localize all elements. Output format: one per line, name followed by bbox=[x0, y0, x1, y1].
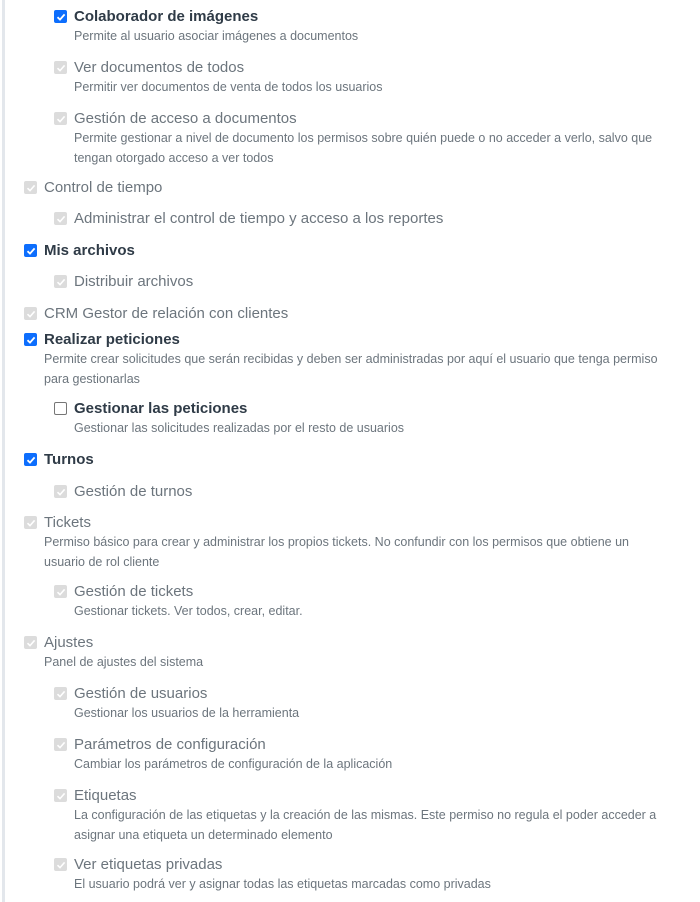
permission-label: Gestión de turnos bbox=[74, 483, 193, 500]
left-border-rule bbox=[2, 0, 5, 902]
permission-label: Control de tiempo bbox=[44, 179, 163, 196]
permission-gestion-turnos bbox=[54, 482, 674, 501]
permission-label: Gestión de usuarios bbox=[74, 685, 208, 702]
permission-description: Gestionar los usuarios de la herramienta bbox=[74, 706, 300, 720]
checkbox-checked-icon[interactable] bbox=[54, 10, 67, 23]
permission-description: Cambiar los parámetros de configuración de la aplicación bbox=[74, 757, 393, 771]
checkbox-disabled-icon bbox=[24, 516, 37, 529]
permission-label: Distribuir archivos bbox=[74, 273, 194, 290]
permission-label: Realizar peticiones bbox=[44, 331, 180, 348]
permission-gestion-acceso-documentos bbox=[54, 109, 674, 168]
permission-description: Gestionar las solicitudes realizadas por el resto de usuarios bbox=[74, 421, 405, 435]
permission-label: Ajustes bbox=[44, 634, 94, 651]
checkbox-disabled-icon bbox=[54, 687, 67, 700]
permission-label: CRM Gestor de relación con clientes bbox=[44, 305, 289, 322]
permission-ver-documentos bbox=[54, 58, 674, 98]
permission-label: Gestión de acceso a documentos bbox=[74, 110, 297, 127]
permission-turnos[interactable] bbox=[24, 450, 674, 469]
permission-label: Etiquetas bbox=[74, 787, 137, 804]
checkbox-unchecked-icon[interactable] bbox=[54, 402, 67, 415]
permission-gestionar-peticiones[interactable] bbox=[54, 399, 674, 439]
permission-description: La configuración de las etiquetas y la creación de las mismas. Este permiso no regula el poder acceder a asignar una etiqueta un determinado elemento bbox=[74, 808, 657, 842]
permission-control-tiempo bbox=[24, 178, 674, 197]
permission-description: Panel de ajustes del sistema bbox=[44, 655, 204, 669]
checkbox-disabled-icon bbox=[24, 307, 37, 320]
permission-label: Ver documentos de todos bbox=[74, 59, 245, 76]
checkbox-disabled-icon bbox=[54, 485, 67, 498]
permission-description: Permite crear solicitudes que serán recibidas y deben ser administradas por aquí el usuario que tenga permiso para gestionarlas bbox=[44, 352, 658, 386]
checkbox-checked-icon[interactable] bbox=[24, 244, 37, 257]
permission-label: Gestión de tickets bbox=[74, 583, 194, 600]
checkbox-disabled-icon bbox=[54, 585, 67, 598]
checkbox-disabled-icon bbox=[54, 738, 67, 751]
permission-distribuir-archivos bbox=[54, 272, 674, 291]
permission-description: El usuario podrá ver y asignar todas las etiquetas marcadas como privadas bbox=[74, 877, 491, 891]
checkbox-disabled-icon bbox=[24, 181, 37, 194]
checkbox-disabled-icon bbox=[54, 858, 67, 871]
permission-label: Ver etiquetas privadas bbox=[74, 856, 223, 873]
permission-description: Permiso básico para crear y administrar los propios tickets. No confundir con los permisos que obtiene un usuario de rol cliente bbox=[44, 535, 629, 569]
permission-parametros-configuracion bbox=[54, 735, 674, 775]
permission-label: Mis archivos bbox=[44, 242, 135, 259]
checkbox-checked-icon[interactable] bbox=[24, 453, 37, 466]
permission-tickets bbox=[24, 513, 664, 572]
checkbox-disabled-icon bbox=[54, 275, 67, 288]
permission-crm bbox=[24, 304, 674, 323]
permission-description: Permite gestionar a nivel de documento los permisos sobre quién puede o no acceder a verlo, salvo que tengan otorgado acceso a ver todos bbox=[74, 131, 653, 165]
checkbox-disabled-icon bbox=[24, 636, 37, 649]
permission-ver-etiquetas-privadas bbox=[54, 855, 674, 895]
permission-administrar-control-tiempo bbox=[54, 209, 674, 228]
checkbox-checked-icon[interactable] bbox=[24, 333, 37, 346]
permission-label: Colaborador de imágenes bbox=[74, 8, 259, 25]
permission-gestion-tickets bbox=[54, 582, 674, 622]
permission-colaborador-imagenes[interactable] bbox=[54, 7, 674, 47]
permission-label: Turnos bbox=[44, 451, 94, 468]
permission-description: Permite al usuario asociar imágenes a documentos bbox=[74, 29, 359, 43]
permission-ajustes bbox=[24, 633, 674, 673]
permission-label: Gestionar las peticiones bbox=[74, 400, 248, 417]
checkbox-disabled-icon bbox=[54, 212, 67, 225]
checkbox-disabled-icon bbox=[54, 789, 67, 802]
checkbox-disabled-icon bbox=[54, 112, 67, 125]
permission-gestion-usuarios bbox=[54, 684, 674, 724]
permission-etiquetas bbox=[54, 786, 674, 845]
permission-mis-archivos[interactable] bbox=[24, 241, 674, 260]
permission-label: Tickets bbox=[44, 514, 91, 531]
checkbox-disabled-icon bbox=[54, 61, 67, 74]
permission-description: Gestionar tickets. Ver todos, crear, editar. bbox=[74, 604, 303, 618]
permission-realizar-peticiones[interactable] bbox=[24, 330, 676, 389]
permission-label: Parámetros de configuración bbox=[74, 736, 266, 753]
permission-description: Permitir ver documentos de venta de todos los usuarios bbox=[74, 80, 383, 94]
permission-label: Administrar el control de tiempo y acceso a los reportes bbox=[74, 210, 444, 227]
